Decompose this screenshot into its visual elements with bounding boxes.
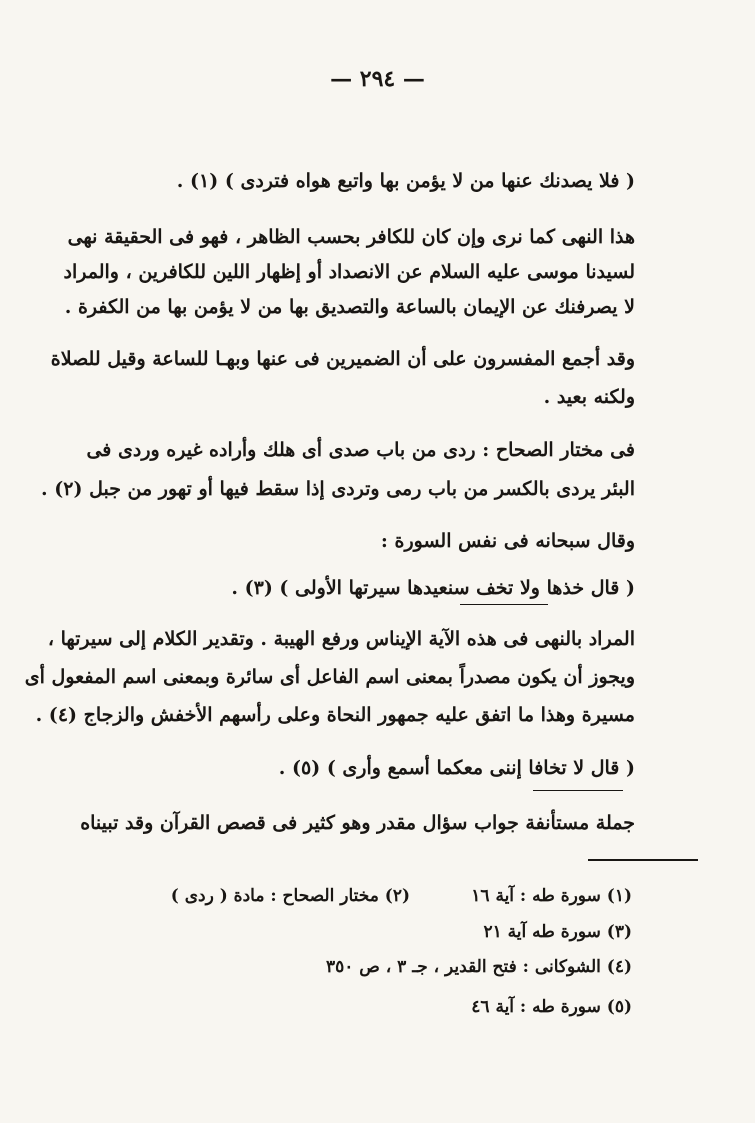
page-number: — ٢٩٤ —: [330, 66, 425, 92]
quran-verse-1: ( فلا يصدنك عنها من لا يؤمن بها واتبع هواه فتردى ) (١) .: [176, 170, 635, 192]
paragraph-line: ويجوز أن يكون مصدراً بمعنى اسم الفاعل أى سائرة وبمعنى اسم المفعول أى: [24, 666, 635, 688]
quran-verse-3: ( قال لا تخافا إننى معكما أسمع وأرى ) (٥) .: [278, 757, 635, 779]
paragraph-line: البئر يردى بالكسر من باب رمى وتردى إذا سقط فيها أو تهور من جبل (٢) .: [41, 478, 635, 500]
paragraph-line: مسيرة وهذا ما اتفق عليه جمهور النحاة وعلى رأسهم الأخفش والزجاج (٤) .: [35, 704, 635, 726]
paragraph-line: لا يصرفنك عن الإيمان بالساعة والتصديق بها من لا يؤمن بها من الكفرة .: [64, 296, 635, 318]
paragraph-line: المراد بالنهى فى هذه الآية الإيناس ورفع الهيبة . وتقدير الكلام إلى سيرتها ،: [47, 628, 635, 650]
footnote-5: (٥) سورة طه : آية ٤٦: [471, 997, 632, 1017]
paragraph-line: وقد أجمع المفسرون على أن الضميرين فى عنها وبهـا للساعة وقيل للصلاة: [50, 348, 635, 370]
paragraph-line: لسيدنا موسى عليه السلام عن الانصداد أو إظهار اللين للكافرين ، والمراد: [63, 261, 635, 283]
footnote-separator: [588, 859, 698, 861]
paragraph-line: فى مختار الصحاح : ردى من باب صدى أى هلك وأراده غيره وردى فى: [86, 439, 635, 461]
footnote-1: (١) سورة طه : آية ١٦: [471, 886, 632, 906]
footnote-2: (٢) مختار الصحاح : مادة ( ردى ): [170, 886, 410, 906]
paragraph-line: وقال سبحانه فى نفس السورة :: [380, 530, 635, 552]
footnote-3: (٣) سورة طه آية ٢١: [483, 922, 632, 942]
paragraph-line: جملة مستأنفة جواب سؤال مقدر وهو كثير فى قصص القرآن وقد تبيناه: [80, 812, 635, 834]
verse-underline: [533, 790, 623, 791]
quran-verse-2: ( قال خذها ولا تخف سنعيدها سيرتها الأولى ) (٣) .: [231, 577, 635, 599]
paragraph-line: هذا النهى كما نرى وإن كان للكافر بحسب الظاهر ، فهو فى الحقيقة نهى: [67, 226, 635, 248]
paragraph-line: ولكنه بعيد .: [543, 386, 635, 408]
verse-underline: [460, 604, 548, 605]
footnote-4: (٤) الشوكانى : فتح القدير ، جـ ٣ ، ص ٣٥٠: [325, 957, 632, 977]
